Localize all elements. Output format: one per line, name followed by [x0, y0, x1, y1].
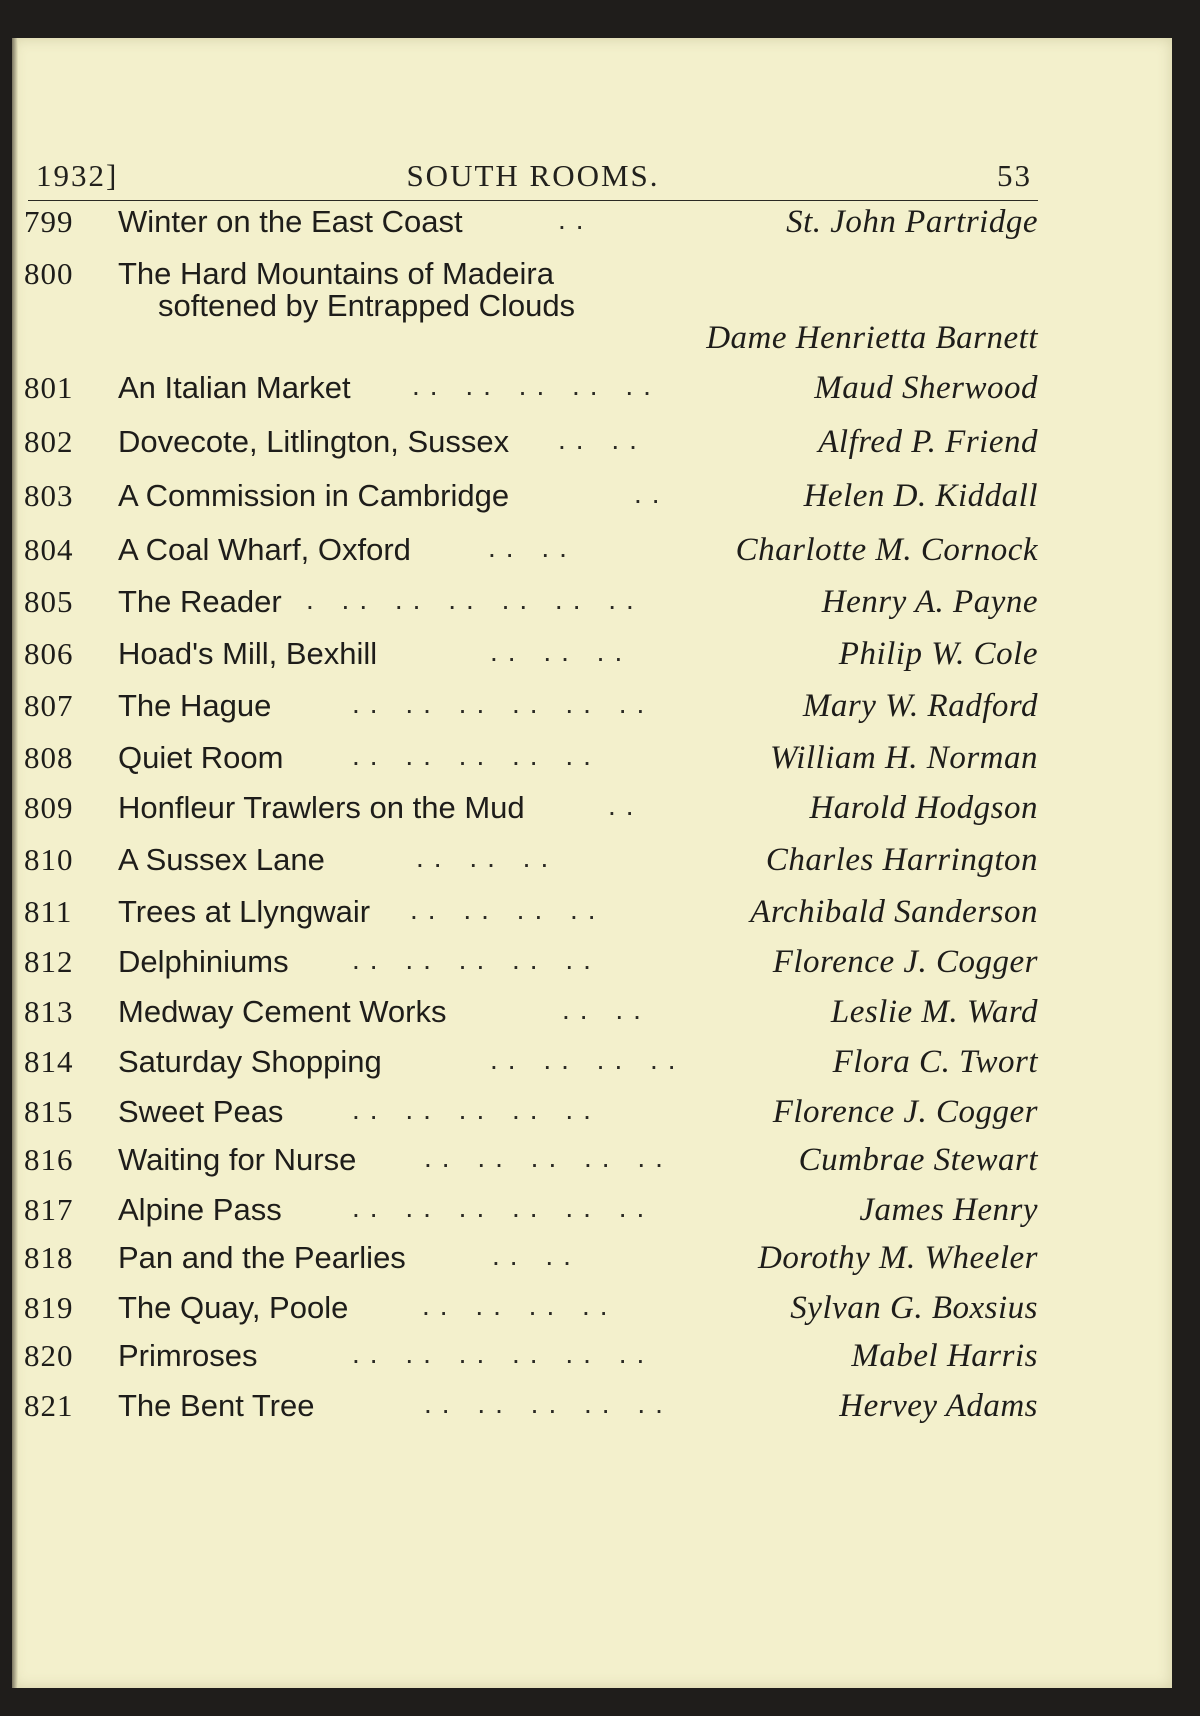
entry-row [12, 370, 1172, 410]
entry-artist: William H. Norman [770, 740, 1038, 776]
entry-title: Alpine Pass [118, 1192, 282, 1227]
dot-leader: .. .. .. .. .. [424, 1142, 673, 1173]
entry-number: 805 [24, 584, 74, 619]
entry-number: 820 [24, 1338, 74, 1373]
page-number: 53 [997, 158, 1032, 193]
entry-row [12, 1094, 1172, 1134]
entry-artist: St. John Partridge [786, 204, 1038, 240]
entry-row [12, 532, 1172, 572]
entry-title: Dovecote, Litlington, Sussex [118, 424, 510, 459]
entry-artist: Florence J. Cogger [772, 944, 1038, 980]
entry-number: 806 [24, 636, 74, 671]
entry-number: 804 [24, 532, 74, 567]
entry-artist: Sylvan G. Boxsius [790, 1290, 1038, 1326]
dot-leader: .. [634, 478, 670, 509]
entry-title: A Commission in Cambridge [118, 478, 510, 513]
entry-artist: Hervey Adams [839, 1388, 1038, 1424]
entry-title: Honfleur Trawlers on the Mud [118, 790, 525, 825]
dot-leader: .. .. .. .. .. [352, 740, 601, 771]
entry-artist: Dame Henrietta Barnett [706, 320, 1038, 356]
entry-number: 800 [24, 256, 74, 291]
entry-row [12, 1044, 1172, 1084]
entry-subtitle: softened by Entrapped Clouds [158, 288, 576, 323]
entry-number: 816 [24, 1142, 74, 1177]
entry-artist: Leslie M. Ward [830, 994, 1038, 1030]
entry-title: The Bent Tree [118, 1388, 315, 1423]
entry-title: The Hague [118, 688, 272, 723]
entry-title: Delphiniums [118, 944, 289, 979]
entry-row [12, 204, 1172, 244]
dot-leader: .. .. .. .. [422, 1290, 618, 1321]
entry-number: 817 [24, 1192, 74, 1227]
entry-number: 815 [24, 1094, 74, 1129]
entry-row [12, 1240, 1172, 1280]
entry-title: Saturday Shopping [118, 1044, 382, 1079]
dot-leader: .. .. [492, 1240, 581, 1271]
entry-title: Medway Cement Works [118, 994, 447, 1029]
header-title: SOUTH ROOMS. [406, 158, 660, 193]
dot-leader: .. .. .. .. .. .. [352, 688, 655, 719]
entry-number: 802 [24, 424, 74, 459]
dot-leader: .. .. [562, 994, 651, 1025]
entry-artist: Mabel Harris [851, 1338, 1038, 1374]
entry-artist: Florence J. Cogger [772, 1094, 1038, 1130]
dot-leader: .. .. [558, 424, 647, 455]
dot-leader: .. .. .. .. .. [352, 944, 601, 975]
entry-artist: Charlotte M. Cornock [735, 532, 1038, 568]
header-year: 1932] [36, 158, 119, 193]
entry-title: Sweet Peas [118, 1094, 284, 1129]
entry-row [12, 944, 1172, 984]
dot-leader: .. .. [488, 532, 577, 563]
entry-title: Hoad's Mill, Bexhill [118, 636, 378, 671]
entry-artist: Archibald Sanderson [750, 894, 1038, 930]
dot-leader: .. .. .. .. [490, 1044, 686, 1075]
entry-number: 801 [24, 370, 74, 405]
entry-number: 810 [24, 842, 74, 877]
dot-leader: .. .. .. .. [410, 894, 606, 925]
entry-row [12, 740, 1172, 780]
entry-title: The Quay, Poole [118, 1290, 349, 1325]
dot-leader: .. .. .. .. .. .. [352, 1338, 655, 1369]
entry-number: 813 [24, 994, 74, 1029]
dot-leader: .. .. .. .. .. [424, 1388, 673, 1419]
entry-row [12, 688, 1172, 728]
entry-artist: Dorothy M. Wheeler [758, 1240, 1038, 1276]
dot-leader: .. .. .. [416, 842, 559, 873]
entry-row [12, 636, 1172, 676]
entry-title: A Coal Wharf, Oxford [118, 532, 411, 567]
entry-title: Trees at Llyngwair [118, 894, 371, 929]
entry-row [12, 1338, 1172, 1378]
entry-row [12, 790, 1172, 830]
entry-artist: Cumbrae Stewart [798, 1142, 1038, 1178]
dot-leader: .. .. .. [490, 636, 633, 667]
entry-title: An Italian Market [118, 370, 351, 405]
entry-number: 819 [24, 1290, 74, 1325]
entry-artist: Charles Harrington [765, 842, 1038, 878]
entry-title: Winter on the East Coast [118, 204, 463, 239]
dot-leader: .. [608, 790, 644, 821]
entry-artist: Henry A. Payne [821, 584, 1038, 620]
entry-title: Primroses [118, 1338, 258, 1373]
entry-number: 799 [24, 204, 74, 239]
entry-number: 808 [24, 740, 74, 775]
entry-artist: Philip W. Cole [838, 636, 1038, 672]
entry-number: 821 [24, 1388, 74, 1423]
entry-row [12, 424, 1172, 464]
entry-number: 807 [24, 688, 74, 723]
entry-artist-row [12, 320, 1172, 360]
entry-number: 812 [24, 944, 74, 979]
entry-row [12, 842, 1172, 882]
entry-row [12, 1388, 1172, 1428]
entry-row [12, 1290, 1172, 1330]
entry-number: 818 [24, 1240, 74, 1275]
entry-row [12, 994, 1172, 1034]
entry-number: 803 [24, 478, 74, 513]
entry-artist: Harold Hodgson [809, 790, 1038, 826]
entry-title: Quiet Room [118, 740, 284, 775]
dot-leader: .. .. .. .. .. [352, 1094, 601, 1125]
entry-row [12, 894, 1172, 934]
catalogue-page [12, 38, 1172, 1688]
entry-row [12, 478, 1172, 518]
entry-title: Waiting for Nurse [118, 1142, 357, 1177]
entry-artist: Helen D. Kiddall [803, 478, 1038, 514]
entry-artist: Mary W. Radford [802, 688, 1038, 724]
entry-row [12, 1192, 1172, 1232]
entry-row [12, 1142, 1172, 1182]
dot-leader: .. .. .. .. .. [412, 370, 661, 401]
entry-artist: James Henry [859, 1192, 1038, 1228]
entry-artist: Maud Sherwood [814, 370, 1038, 406]
entry-title: The Hard Mountains of Madeira [118, 256, 554, 291]
entry-title: Pan and the Pearlies [118, 1240, 406, 1275]
entry-number: 814 [24, 1044, 74, 1079]
entry-title: The Reader [118, 584, 282, 619]
entry-row [12, 584, 1172, 624]
dot-leader: . .. .. .. .. .. .. [306, 584, 644, 615]
entry-artist: Flora C. Twort [832, 1044, 1038, 1080]
catalogue-entries [12, 38, 1172, 1688]
entry-number: 809 [24, 790, 74, 825]
entry-title: A Sussex Lane [118, 842, 325, 877]
dot-leader: .. .. .. .. .. .. [352, 1192, 655, 1223]
entry-artist: Alfred P. Friend [818, 424, 1038, 460]
dot-leader: .. [558, 204, 594, 235]
entry-number: 811 [24, 894, 73, 929]
